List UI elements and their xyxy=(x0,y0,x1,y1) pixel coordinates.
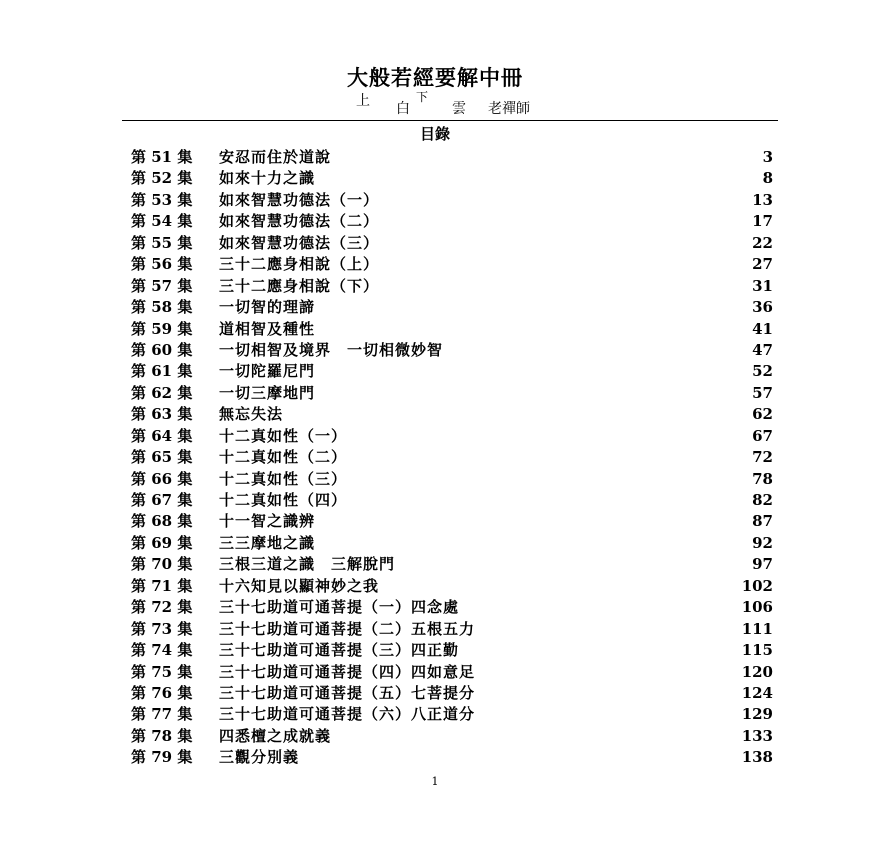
toc-entry-page: 111 xyxy=(741,619,773,638)
toc-entry-episode: 第 73 集 xyxy=(131,619,193,638)
toc-entry-title: 如來智慧功德法（二） xyxy=(219,212,380,231)
toc-entry xyxy=(131,254,773,275)
toc-entry-title: 三十七助道可通菩提（六）八正道分 xyxy=(219,705,476,724)
toc-entry-episode: 第 61 集 xyxy=(131,362,193,381)
toc-entry xyxy=(131,233,773,254)
toc-entry-episode: 第 54 集 xyxy=(131,212,193,231)
toc-entry-page: 97 xyxy=(752,555,773,574)
toc-entry-episode: 第 79 集 xyxy=(131,748,193,767)
toc-entry-episode: 第 77 集 xyxy=(131,705,193,724)
toc-entry-page: 47 xyxy=(752,340,773,359)
toc-entry-episode: 第 72 集 xyxy=(131,598,193,617)
toc-entry xyxy=(131,554,773,575)
toc-heading: 目錄 xyxy=(419,125,450,143)
toc-entry xyxy=(131,683,773,704)
toc-entry-page: 3 xyxy=(762,148,773,166)
toc-entry xyxy=(131,511,773,532)
toc-entry-title: 一切相智及境界 一切相微妙智 xyxy=(219,340,444,359)
author-line xyxy=(0,88,870,118)
toc-entry-page: 41 xyxy=(752,319,773,338)
toc-entry-title: 安忍而住於道說 xyxy=(219,148,332,166)
toc-entry xyxy=(131,404,773,425)
toc-entry xyxy=(131,469,773,490)
toc-entry-page: 67 xyxy=(752,426,773,445)
toc-entry-title: 十一智之識辨 xyxy=(219,512,316,531)
toc-entry-title: 一切陀羅尼門 xyxy=(219,362,316,381)
toc-entry-episode: 第 67 集 xyxy=(131,491,193,509)
toc-entry xyxy=(131,447,773,468)
toc-entry xyxy=(131,662,773,683)
toc-entry-episode: 第 60 集 xyxy=(131,340,193,359)
toc-entry-title: 三十七助道可通菩提（一）四念處 xyxy=(219,598,460,617)
toc-entry-page: 115 xyxy=(741,641,773,660)
header-divider xyxy=(122,120,778,121)
toc-entry-page: 31 xyxy=(752,276,773,295)
toc-entry-title: 四悉檀之成就義 xyxy=(219,726,332,745)
toc-entry-episode: 第 55 集 xyxy=(131,233,193,252)
toc-entry-episode: 第 63 集 xyxy=(131,405,193,424)
toc-entry xyxy=(131,340,773,361)
toc-entry-page: 133 xyxy=(741,726,773,745)
toc-entry xyxy=(131,426,773,447)
toc-entry-page: 124 xyxy=(741,683,773,702)
toc-entry-title: 一切智的理諦 xyxy=(219,298,316,317)
toc-entry-episode: 第 64 集 xyxy=(131,426,193,445)
toc-entry xyxy=(131,147,773,168)
toc-entry-page: 27 xyxy=(752,255,773,274)
toc-entry xyxy=(131,190,773,211)
toc-entry-page: 92 xyxy=(752,533,773,552)
toc-entry-title: 三十七助道可通菩提（五）七菩提分 xyxy=(219,683,476,702)
toc-entry-episode: 第 78 集 xyxy=(131,726,193,745)
toc-entry-page: 57 xyxy=(752,383,773,402)
toc-entry-title: 一切三摩地門 xyxy=(219,383,316,402)
document-title: 大般若經要解中冊 xyxy=(347,65,523,90)
toc-entry xyxy=(131,704,773,725)
toc-entry-episode: 第 52 集 xyxy=(131,169,193,188)
toc-entry-title: 三十七助道可通菩提（四）四如意足 xyxy=(219,662,476,681)
toc-entry-episode: 第 56 集 xyxy=(131,255,193,274)
toc-entry-title: 十二真如性（一） xyxy=(219,426,348,445)
toc-entry-episode: 第 65 集 xyxy=(131,448,193,467)
toc-entry-page: 13 xyxy=(752,190,773,209)
toc-entry-episode: 第 76 集 xyxy=(131,683,193,702)
toc-entry-title: 十二真如性（四） xyxy=(219,491,348,509)
toc-entry-episode: 第 58 集 xyxy=(131,298,193,317)
toc-entry xyxy=(131,576,773,597)
toc-entry-page: 102 xyxy=(741,576,773,595)
toc-entry xyxy=(131,597,773,618)
toc-entry-page: 87 xyxy=(752,512,773,531)
toc-entry-page: 72 xyxy=(752,448,773,467)
toc-entry-page: 138 xyxy=(741,748,773,767)
author-prefix-shang: 上 xyxy=(356,93,370,109)
toc-entry-page: 120 xyxy=(741,662,773,681)
toc-entry-title: 無忘失法 xyxy=(219,405,284,424)
toc-entry xyxy=(131,619,773,640)
toc-entry xyxy=(131,726,773,747)
toc-entry-page: 17 xyxy=(752,212,773,231)
toc-entry-title: 三十七助道可通菩提（三）四正勤 xyxy=(219,641,460,660)
toc-entry-episode: 第 75 集 xyxy=(131,662,193,681)
toc-entry xyxy=(131,490,773,511)
toc-entry-title: 十二真如性（三） xyxy=(219,469,348,488)
toc-entry xyxy=(131,297,773,318)
toc-entry-title: 三十二應身相說（下） xyxy=(219,276,380,295)
author-honorific: 老禪師 xyxy=(488,101,530,117)
toc-entry-page: 52 xyxy=(752,362,773,381)
toc-entry-episode: 第 66 集 xyxy=(131,469,193,488)
toc-entry-page: 106 xyxy=(741,598,773,617)
toc-entry-episode: 第 74 集 xyxy=(131,641,193,660)
toc-entry-title: 如來十力之識 xyxy=(219,169,316,188)
toc-entry-page: 22 xyxy=(752,233,773,252)
author-char-yun: 雲 xyxy=(452,101,466,117)
author-char-bai: 白 xyxy=(396,101,410,117)
table-of-contents xyxy=(131,147,773,769)
toc-entry xyxy=(131,747,773,768)
toc-entry-title: 十六知見以顯神妙之我 xyxy=(219,576,380,595)
toc-entry-title: 道相智及種性 xyxy=(219,319,316,338)
author-char-xia: 下 xyxy=(416,90,429,104)
toc-entry xyxy=(131,211,773,232)
toc-entry-title: 三三摩地之識 xyxy=(219,533,316,552)
toc-entry-episode: 第 53 集 xyxy=(131,190,193,209)
toc-entry xyxy=(131,533,773,554)
toc-entry-episode: 第 62 集 xyxy=(131,383,193,402)
toc-entry xyxy=(131,319,773,340)
toc-entry-page: 129 xyxy=(741,705,773,724)
toc-entry-page: 8 xyxy=(762,169,773,188)
toc-entry-title: 三十七助道可通菩提（二）五根五力 xyxy=(219,619,476,638)
toc-entry-page: 36 xyxy=(752,298,773,317)
toc-entry-title: 三根三道之識 三解脫門 xyxy=(219,555,396,574)
toc-entry-episode: 第 69 集 xyxy=(131,533,193,552)
toc-entry xyxy=(131,276,773,297)
toc-entry-page: 82 xyxy=(752,491,773,509)
toc-entry-episode: 第 70 集 xyxy=(131,555,193,574)
toc-entry-episode: 第 57 集 xyxy=(131,276,193,295)
toc-entry-title: 如來智慧功德法（三） xyxy=(219,233,380,252)
page-number: 1 xyxy=(431,775,439,788)
toc-entry xyxy=(131,640,773,661)
toc-entry-episode: 第 68 集 xyxy=(131,512,193,531)
toc-entry-episode: 第 59 集 xyxy=(131,319,193,338)
toc-entry-title: 十二真如性（二） xyxy=(219,448,348,467)
toc-entry-page: 78 xyxy=(752,469,773,488)
toc-entry xyxy=(131,383,773,404)
toc-entry xyxy=(131,361,773,382)
toc-entry-title: 如來智慧功德法（一） xyxy=(219,190,380,209)
toc-entry xyxy=(131,168,773,189)
toc-entry-title: 三觀分別義 xyxy=(219,748,300,767)
toc-entry-episode: 第 71 集 xyxy=(131,576,193,595)
toc-entry-title: 三十二應身相說（上） xyxy=(219,255,380,274)
toc-entry-page: 62 xyxy=(752,405,773,424)
toc-entry-episode: 第 51 集 xyxy=(131,148,193,166)
